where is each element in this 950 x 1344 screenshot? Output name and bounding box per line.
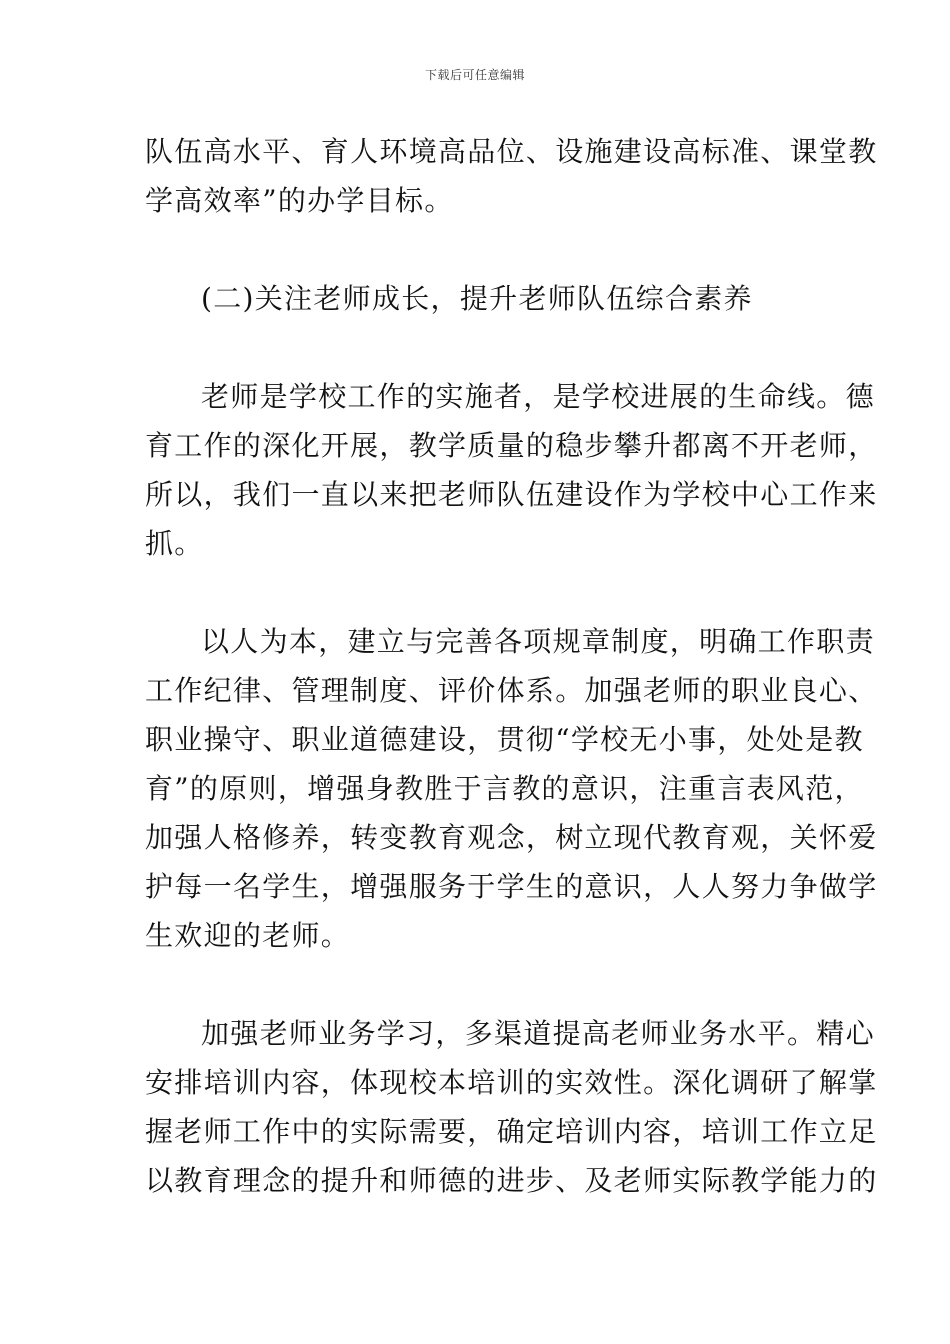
section-heading — [145, 274, 807, 323]
paragraph — [145, 617, 878, 960]
text-line: 护每一名学生，增强服务于学生的意识，人人努力争做学 — [145, 870, 878, 903]
text-line: 生欢迎的老师。 — [145, 919, 351, 952]
text-line: 育工作的深化开展，教学质量的稳步攀升都离不开老师， — [145, 429, 878, 462]
text-line: 职业操守、职业道德建设，贯彻“学校无小事，处处是教 — [145, 723, 864, 756]
text-line: 育”的原则，增强身教胜于言教的意识，注重言表风范， — [145, 772, 864, 805]
text-line: 抓。 — [145, 527, 204, 560]
paragraph — [145, 1009, 878, 1205]
text-line: 队伍高水平、育人环境高品位、设施建设高标准、课堂教 — [145, 135, 878, 168]
paragraph — [145, 127, 878, 225]
text-line: 工作纪律、管理制度、评价体系。加强老师的职业良心、 — [145, 674, 878, 707]
text-line: 握老师工作中的实际需要，确定培训内容，培训工作立足 — [145, 1115, 878, 1148]
document-body — [145, 127, 878, 1205]
text-line: 以人为本，建立与完善各项规章制度，明确工作职责 — [201, 625, 875, 658]
text-line: 老师是学校工作的实施者，是学校进展的生命线。德 — [201, 380, 875, 413]
text-line: 学高效率”的办学目标。 — [145, 184, 454, 217]
text-line: 加强人格修养，转变教育观念，树立现代教育观，关怀爱 — [145, 821, 878, 854]
text-line: 所以，我们一直以来把老师队伍建设作为学校中心工作来 — [145, 478, 878, 511]
paragraph — [145, 372, 878, 568]
text-line: 安排培训内容，体现校本培训的实效性。深化调研了解掌 — [145, 1066, 878, 1099]
text-line: 加强老师业务学习，多渠道提高老师业务水平。精心 — [201, 1017, 875, 1050]
text-line: (二)关注老师成长，提升老师队伍综合素养 — [201, 282, 753, 315]
text-line: 以教育理念的提升和师德的进步、及老师实际教学能力的 — [145, 1164, 878, 1197]
page-header: 下载后可任意编辑 — [424, 68, 525, 82]
